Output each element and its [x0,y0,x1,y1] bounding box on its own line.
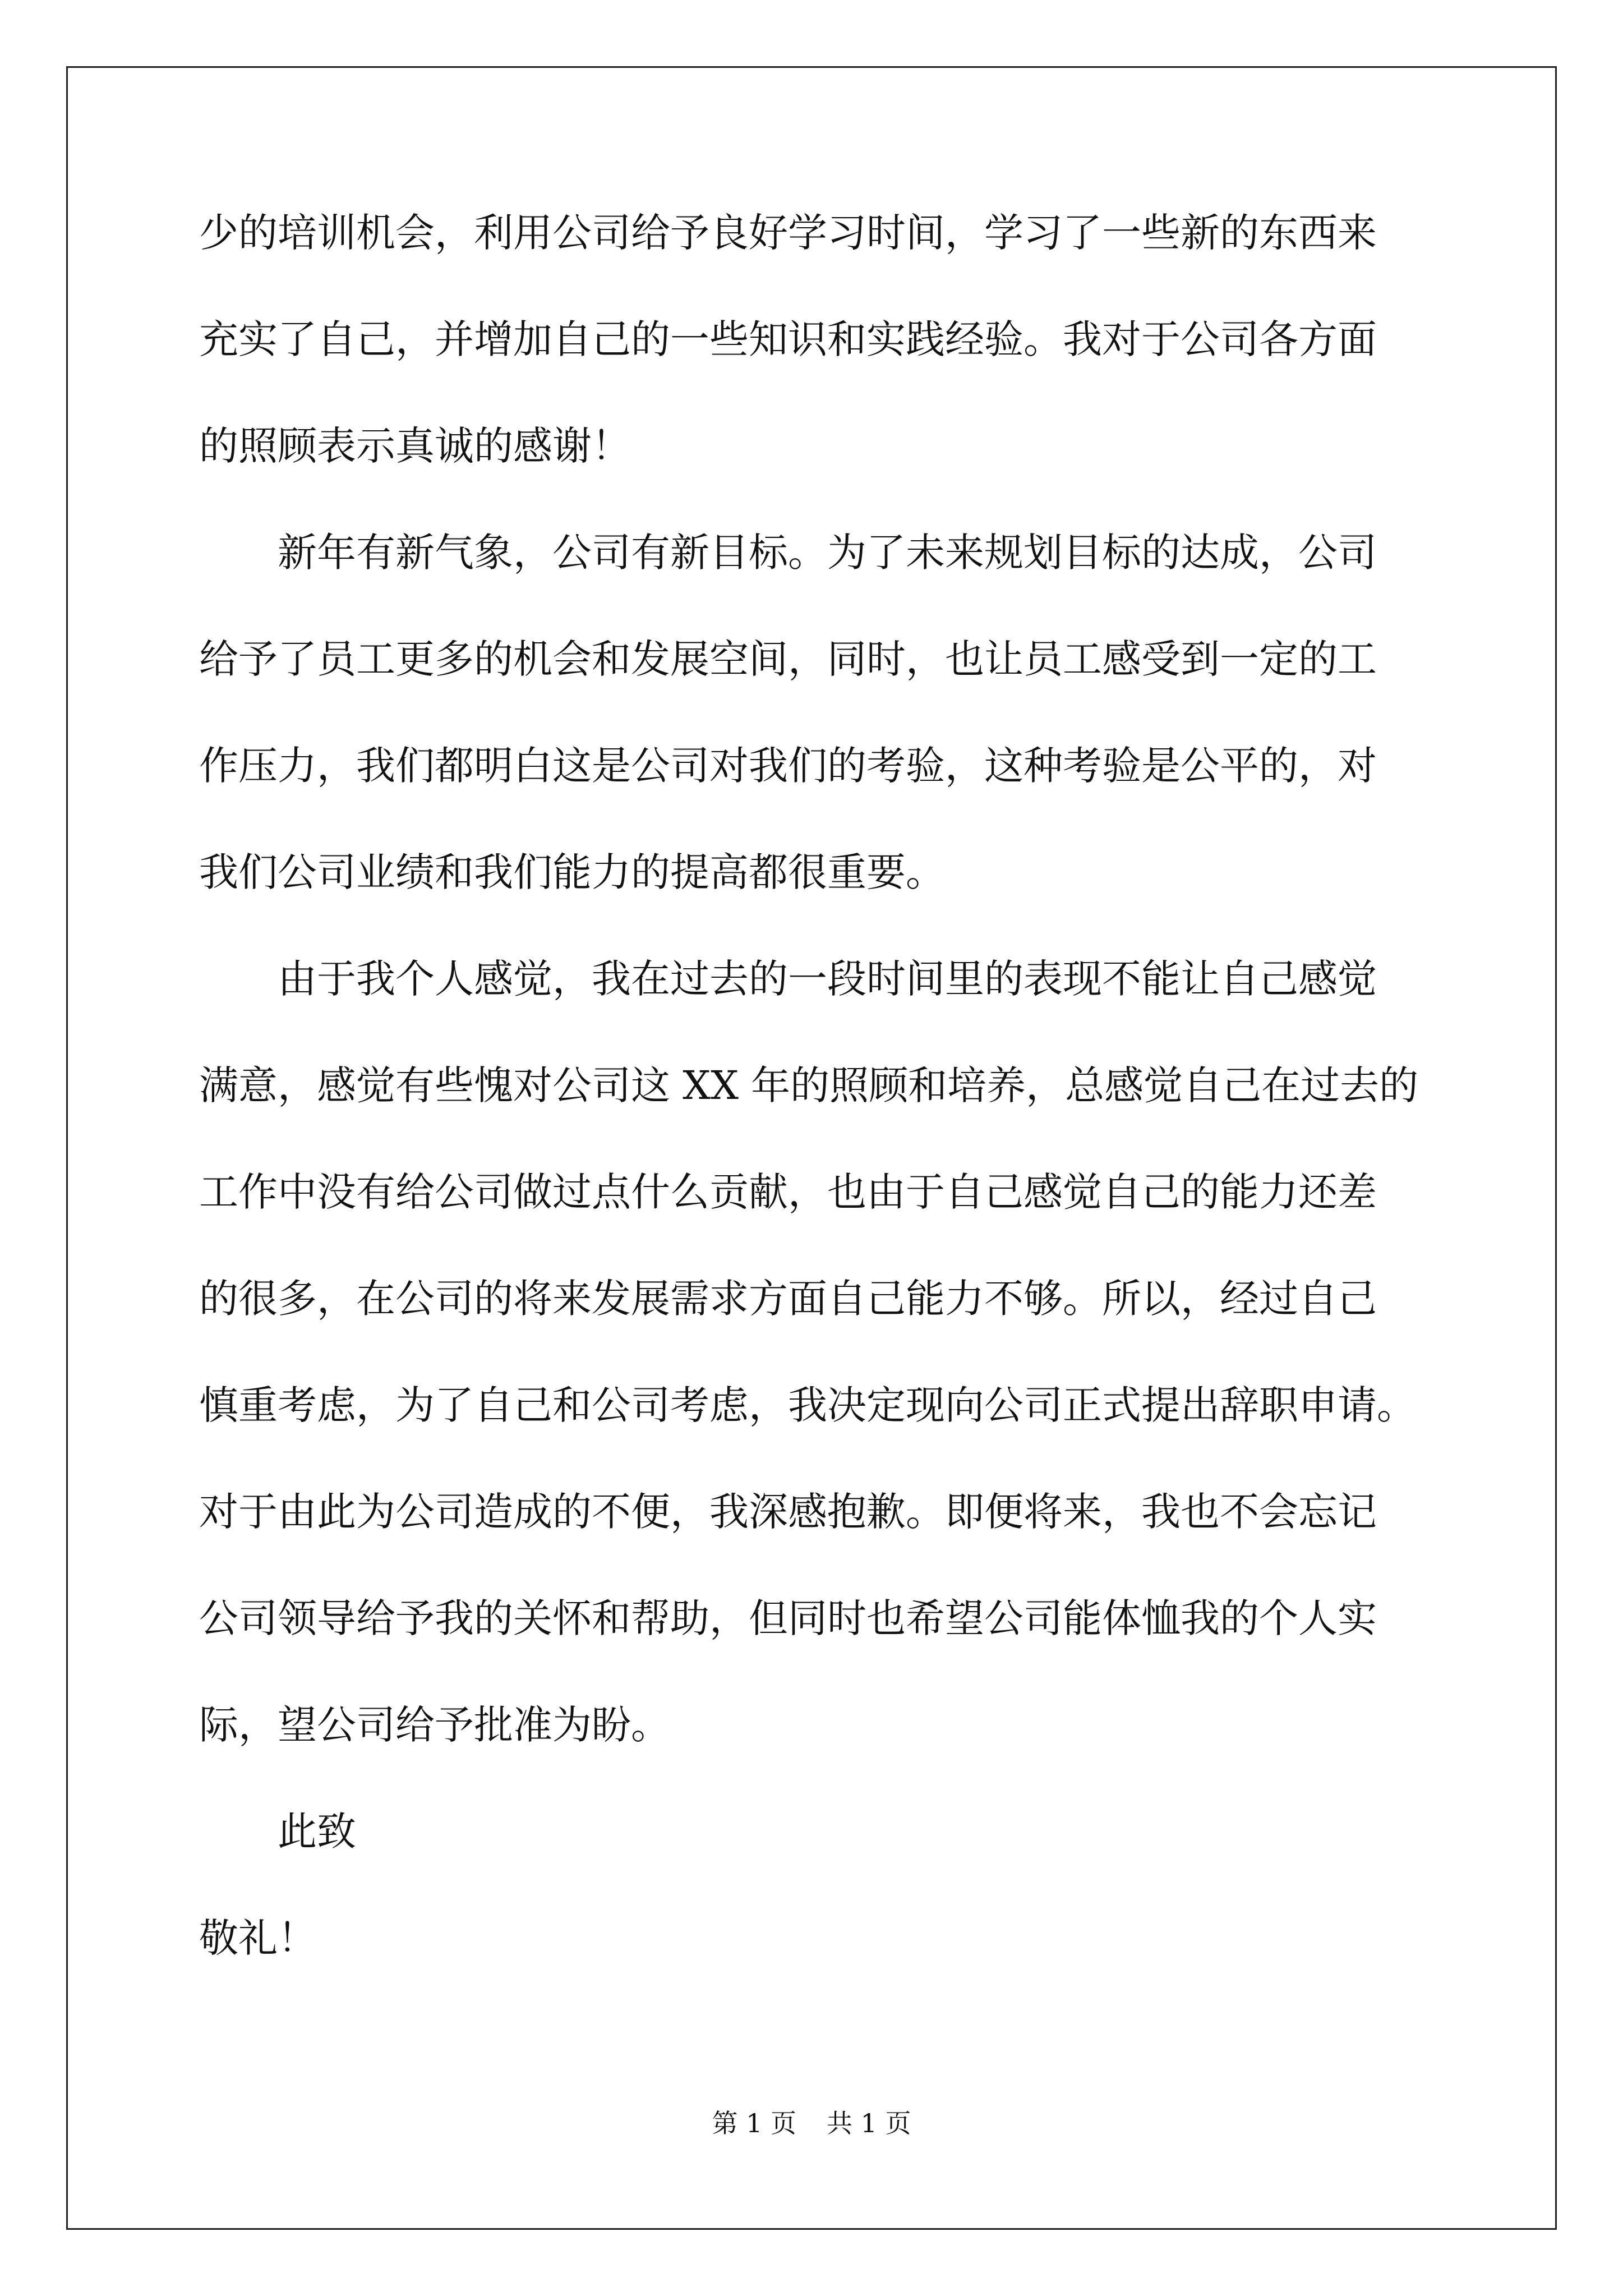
paragraph-first-line: 新年有新气象，公司有新目标。为了未来规划目标的达成，公司 [278,530,1377,576]
body-line: 充实了自己，并增加自己的一些知识和实践经验。我对于公司各方面 [199,316,1377,362]
body-line: 少的培训机会，利用公司给予良好学习时间，学习了一些新的东西来 [199,210,1377,256]
body-line: 慎重考虑，为了自己和公司考虑，我决定现向公司正式提出辞职申请。 [199,1382,1416,1428]
body-line: 我们公司业绩和我们能力的提高都很重要。 [199,849,945,895]
page-total: 共 1 页 [827,2108,911,2138]
body-line: 工作中没有给公司做过点什么贡献，也由于自己感觉自己的能力还差 [199,1169,1377,1215]
page-footer [0,2106,1623,2140]
body-line: 的很多，在公司的将来发展需求方面自己能力不够。所以，经过自己 [199,1276,1377,1322]
body-line: 给予了员工更多的机会和发展空间，同时，也让员工感受到一定的工 [199,636,1377,682]
body-line: 公司领导给予我的关怀和帮助，但同时也希望公司能体恤我的个人实 [199,1595,1377,1641]
page-number: 第 1 页 [712,2108,796,2138]
closing-salutation: 此致 [278,1809,356,1855]
body-line: 满意，感觉有些愧对公司这 XX 年的照顾和培养，总感觉自己在过去的 [199,1062,1419,1108]
body-line: 的照顾表示真诚的感谢！ [199,423,631,469]
body-line: 作压力，我们都明白这是公司对我们的考验，这种考验是公平的，对 [199,743,1377,789]
body-line: 对于由此为公司造成的不便，我深感抱歉。即便将来，我也不会忘记 [199,1489,1377,1535]
closing-regards: 敬礼！ [199,1915,317,1961]
page-border [66,66,1557,2230]
body-line: 际，望公司给予批准为盼。 [199,1702,670,1748]
paragraph-first-line: 由于我个人感觉，我在过去的一段时间里的表现不能让自己感觉 [278,956,1377,1002]
